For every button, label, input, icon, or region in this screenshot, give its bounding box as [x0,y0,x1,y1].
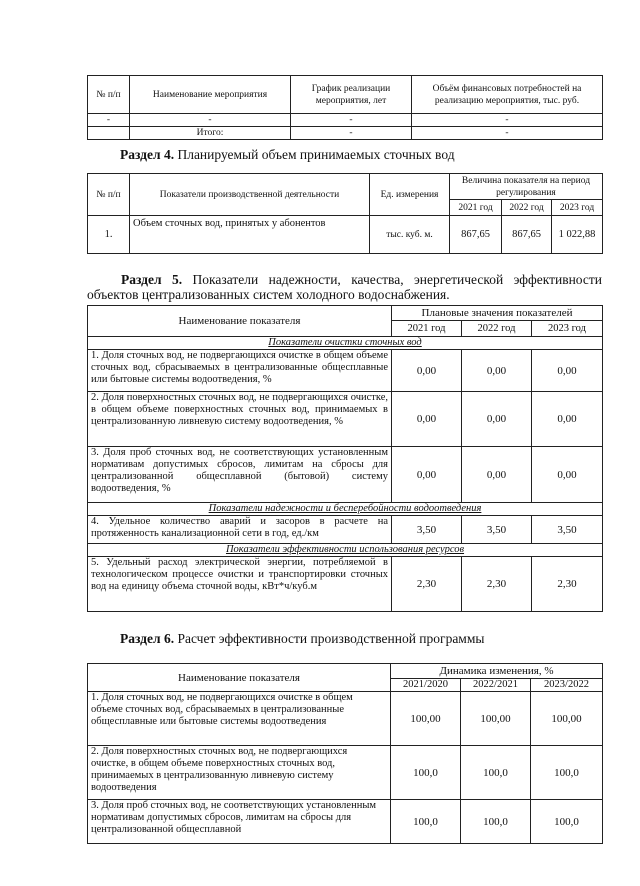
section-4-title: Планируемый объем принимаемых сточных вод [177,147,455,162]
indicator-value: 2,30 [392,557,462,612]
col-header-year: 2023 год [532,321,603,337]
row-value: 867,65 [502,216,552,254]
col-header-year: 2021 год [392,321,462,337]
row-value: 1 022,88 [552,216,603,254]
table-row [88,557,603,612]
indicator-value: 0,00 [392,350,462,392]
col-header-period: 2021/2020 [391,679,461,692]
indicator-value: 0,00 [462,392,532,447]
dynamics-value: 100,0 [391,800,461,844]
section-5-title: Показатели надежности, качества, энергетической эффективности объектов централизованных систем холодного водоснабжения. [87,272,603,302]
dynamics-value: 100,00 [391,692,461,746]
col-header-unit: Ед. измерения [370,174,450,216]
indicator-value: 0,00 [392,447,462,503]
wastewater-volume-table [87,173,603,254]
col-header-finance: Объём финансовых потребностей на реализацию мероприятия, тыс. руб. [412,76,603,114]
indicator-value: 2,30 [462,557,532,612]
cell: - [130,114,291,127]
indicator-text: 5. Удельный расход электрической энергии, потребляемой в технологическом процессе очистки и транспортировки сточных вод на единицу объема сточной воды, кВт*ч/куб.м [88,557,392,612]
table-row [88,800,603,844]
col-header-name: Наименование показателя [88,306,392,337]
section-5-heading [87,272,602,302]
table-row [88,447,603,503]
col-header-num: № п/п [88,76,130,114]
col-header-num: № п/п [88,174,130,216]
table-row [88,216,603,254]
row-indicator: Объем сточных вод, принятых у абонентов [130,216,370,254]
indicator-value: 0,00 [462,350,532,392]
dynamics-value: 100,0 [461,800,531,844]
indicator-text: 1. Доля сточных вод, не подвергающихся очистке в общем объеме сточных вод, сбрасываемых в централизованные общесплавные или бытовые системы водоотведения, % [88,350,392,392]
indicator-value: 0,00 [392,392,462,447]
section-4-number: Раздел 4. [120,147,175,162]
total-label: Итого: [130,127,291,140]
cell: - [412,127,603,140]
row-value: 867,65 [450,216,502,254]
table-row [88,746,603,800]
row-num: 1. [88,216,130,254]
col-header-indicator: Показатели производственной деятельности [130,174,370,216]
indicator-text: 1. Доля сточных вод, не подвергающихся очистке в общем объеме сточных вод, сбрасываемых в централизованные общесплавные или бытовые системы водоотведения [88,692,391,746]
indicator-value: 0,00 [532,350,603,392]
group-row [88,503,603,516]
cell: - [291,114,412,127]
indicator-text: 2. Доля поверхностных сточных вод, не подвергающихся очистке, в общем объеме поверхностных сточных вод, принимаемых в централизованную ливневую систему водоотведения, % [88,392,392,447]
indicator-value: 3,50 [392,516,462,544]
group-title: Показатели надежности и бесперебойности водоотведения [88,503,603,516]
dynamics-value: 100,00 [461,692,531,746]
indicator-text: 3. Доля проб сточных вод, не соответствующих установленным нормативам допустимых сбросов, лимитам на сбросы для централизованной общесплавной (бытовой) систему водоотведения, % [88,447,392,503]
efficiency-table [87,663,603,844]
indicator-value: 3,50 [462,516,532,544]
indicator-value: 0,00 [532,447,603,503]
col-header-plan-group: Плановые значения показателей [392,306,603,321]
reliability-indicators-table [87,305,603,612]
col-header-dynamics-group: Динамика изменения, % [391,664,603,679]
indicator-text: 2. Доля поверхностных сточных вод, не подвергающихся очистке, в общем объеме поверхностных сточных вод, принимаемых в централизованную ливневую систему водоотведения [88,746,391,800]
col-header-period: 2023/2022 [531,679,603,692]
indicator-text: 4. Удельное количество аварий и засоров в расчете на протяженность канализационной сети в год, ед./км [88,516,392,544]
group-title: Показатели очистки сточных вод [88,337,603,350]
indicator-value: 3,50 [532,516,603,544]
col-header-measure-name: Наименование мероприятия [130,76,291,114]
dynamics-value: 100,0 [461,746,531,800]
col-header-year: 2021 год [450,200,502,216]
section-6-title: Расчет эффективности производственной программы [177,631,485,646]
col-header-name: Наименование показателя [88,664,391,692]
indicator-value: 0,00 [532,392,603,447]
table-row [88,392,603,447]
col-header-year: 2023 год [552,200,603,216]
col-header-value-group: Величина показателя на период регулирования [450,174,603,200]
group-row [88,544,603,557]
col-header-schedule: График реализации мероприятия, лет [291,76,412,114]
total-row [88,127,603,140]
indicator-value: 2,30 [532,557,603,612]
section-4-heading [120,147,455,162]
indicator-text: 3. Доля проб сточных вод, не соответствующих установленным нормативам допустимых сбросов, лимитам на сбросы для централизованной общесплавной [88,800,391,844]
col-header-period: 2022/2021 [461,679,531,692]
table-row [88,350,603,392]
cell: - [291,127,412,140]
col-header-year: 2022 год [502,200,552,216]
section-6-heading [120,631,484,646]
table-row [88,114,603,127]
cell: - [412,114,603,127]
col-header-year: 2022 год [462,321,532,337]
section-6-number: Раздел 6. [120,631,175,646]
row-unit: тыс. куб. м. [370,216,450,254]
cell [88,127,130,140]
dynamics-value: 100,0 [531,800,603,844]
section-5-number: Раздел 5. [121,272,183,287]
dynamics-value: 100,00 [531,692,603,746]
table-row [88,516,603,544]
cell: - [88,114,130,127]
indicator-value: 0,00 [462,447,532,503]
measures-table [87,75,603,140]
table-row [88,692,603,746]
dynamics-value: 100,0 [531,746,603,800]
group-row [88,337,603,350]
group-title: Показатели эффективности использования ресурсов [88,544,603,557]
dynamics-value: 100,0 [391,746,461,800]
